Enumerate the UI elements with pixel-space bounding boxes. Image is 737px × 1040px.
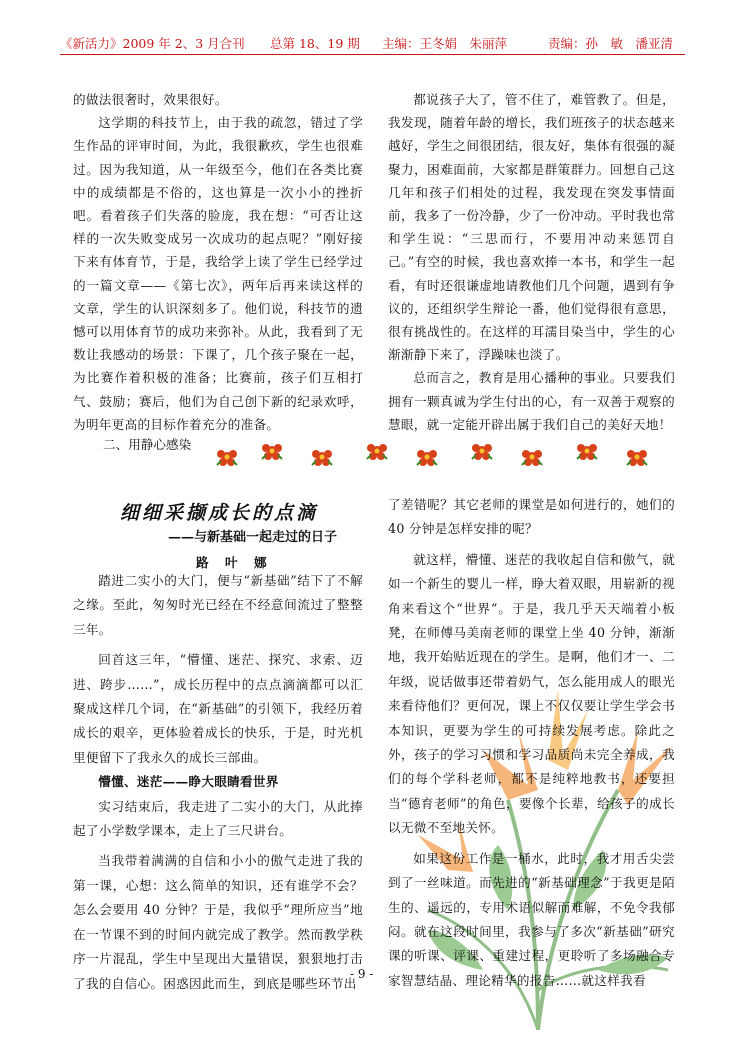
flower-icon <box>625 445 649 469</box>
issue-number: 总第 18、19 期 <box>270 36 360 51</box>
paragraph: 回首这三年，“懵懂、迷茫、探究、求索、迈进、跨步……”，成长历程中的点点滴滴都可以汇聚成这样几个词，在“新基础”的引领下，我经历着成长的艰辛，更体验着成长的快乐，于是，时光机里便留下了我永久的成长三部曲。 <box>73 652 363 765</box>
paragraph: 总而言之，教育是用心播种的事业。只要我们拥有一颗真诚为学生付出的心，有一双善于观察的慧眼，就一定能开辟出属于我们自己的美好天地！ <box>388 370 675 432</box>
top-left-column <box>73 88 363 436</box>
paragraph: 踏进二实小的大门，便与“新基础”结下了不解之缘。至此，匆匆时光已经在不经意间流过了整整三年。 <box>73 573 363 637</box>
paragraph: 如果这份工作是一桶水，此时，我才用舌尖尝到了一丝味道。而先进的“新基础理念”于我更是陌生的、遥远的，专用术语似解而难解，不免令我郁闷。就在这段时间里，我参与了多次“新基础”研究课的听课、评课、重建过程，更聆听了多场融合专家智慧结晶、理论精华的报告……就这样我看 <box>388 850 675 988</box>
running-header <box>60 30 685 54</box>
article-author: 路 叶 娜 <box>196 555 273 570</box>
duty-editor: 责编：孙 敏 潘亚清 <box>548 36 674 51</box>
flower-icon <box>215 445 239 469</box>
paragraph: 都说孩子大了，管不住了，难管教了。但是，我发现，随着年龄的增长，我们班孩子的状态越来越好，学生之间很团结，很友好，集体有很强的凝聚力，困难面前，大家都是群策群力。回想自己这几年和孩子们相处的过程，我发现在突发事情面前，我多了一份冷静，少了一份冲动。平时我也常和学生说：“三思而行，不要用冲动来惩罚自己。”有空的时候，我也喜欢捧一本书，和学生一起看，有时还很谦虚地请教他们几个问题，遇到有争议的，还组织学生辩论一番，他们觉得很有意思，很有挑战性的。在这样的耳濡目染当中，学生的心渐渐静下来了，浮躁味也淡了。 <box>388 92 675 363</box>
header-rule <box>60 54 685 55</box>
flower-icon <box>365 439 389 463</box>
subheading: 懵懂、迷茫——睁大眼睛看世界 <box>98 774 279 790</box>
section-heading: 二、用静心感染 <box>103 437 192 452</box>
flower-icon <box>470 439 494 463</box>
flower-icon <box>310 445 334 469</box>
paragraph: 这学期的科技节上，由于我的疏忽，错过了学生作品的评审时间，为此，我很歉疚，学生也很难过。因为我知道，从一年级至今，他们在各类比赛中的成绩都是不俗的，这也算是一次小小的挫折吧。看着孩子们失落的脸庞，我在想：“可否让这样的一次失败变成另一次成功的起点呢？”刚好接下来有体育节，于是，我给学上读了学生已经学过的一篇文章——《第七次》，两年后再来读这样的文章，学生的认识深刻多了。他们说，科技节的遗憾可以用体育节的成功来弥补。从此，我看到了无数让我感动的场景：下课了，几个孩子聚在一起，为比赛作着积极的准备；比赛前，孩子们互相打气、鼓励；赛后，他们为自己创下新的纪录欢呼，为明年更高的目标作着充分的准备。 <box>73 115 363 432</box>
paragraph: 了差错呢？其它老师的课堂是如何进行的，她们的 40 分钟是怎样安排的呢？ <box>388 497 675 537</box>
paragraph: 当我带着满满的自信和小小的傲气走进了我的第一课，心想：这么简单的知识，还有谁学不会？怎么会要用 40 分钟？于是，我似乎“理所应当”地在一节课不到的时间内就完成了教学。然而教学秩序一片混乱，学生中呈现出大量错误，狠狠地打击了我的自信心。困惑因此而生，到底是哪些环节出 <box>73 853 363 991</box>
flower-icon <box>520 445 544 469</box>
paragraph: 实习结束后，我走进了二实小的大门，从此捧起了小学数学课本，走上了三尺讲台。 <box>73 798 363 839</box>
flower-icon <box>415 445 439 469</box>
paragraph: 就这样，懵懂、迷茫的我收起自信和傲气，就如一个新生的婴儿一样，睁大着双眼，用崭新的视角来看这个“世界”。于是，我几乎天天端着小板凳，在师傅马美南老师的课堂上坐 40 分钟，渐渐地，我开始贴近现在的学生。是啊，他们才一、二年级，说话做事还带着奶气，怎么能用成人的眼光来看待他们？更何况，课上不仅仅要让学生学会书本知识，更要为学生的可持续发展考虑。除此之外，孩子的学习习惯和学习品质尚未完全养成，我们的每个学科老师，都不是纯粹地教书，还要担当“德育老师”的角色，要像个长辈，给孩子的成长以无微不至地关怀。 <box>388 551 675 836</box>
journal-name: 《新活力》2009 年 2、3 月合刊 <box>60 36 245 51</box>
bottom-left-column <box>73 569 363 996</box>
chief-editor: 主编：王冬娟 朱丽萍 <box>382 36 508 51</box>
flower-icon <box>260 439 284 463</box>
bottom-right-column <box>388 493 675 993</box>
flower-icon <box>575 439 599 463</box>
article-title: 细细采撷成长的点滴 <box>120 502 319 524</box>
article-subtitle: ——与新基础一起走过的日子 <box>168 530 338 545</box>
flower-border <box>215 445 685 475</box>
paragraph: 的做法很奢时，效果很好。 <box>73 92 228 107</box>
top-right-column <box>388 88 675 436</box>
page-number: - 9 - <box>350 967 374 981</box>
